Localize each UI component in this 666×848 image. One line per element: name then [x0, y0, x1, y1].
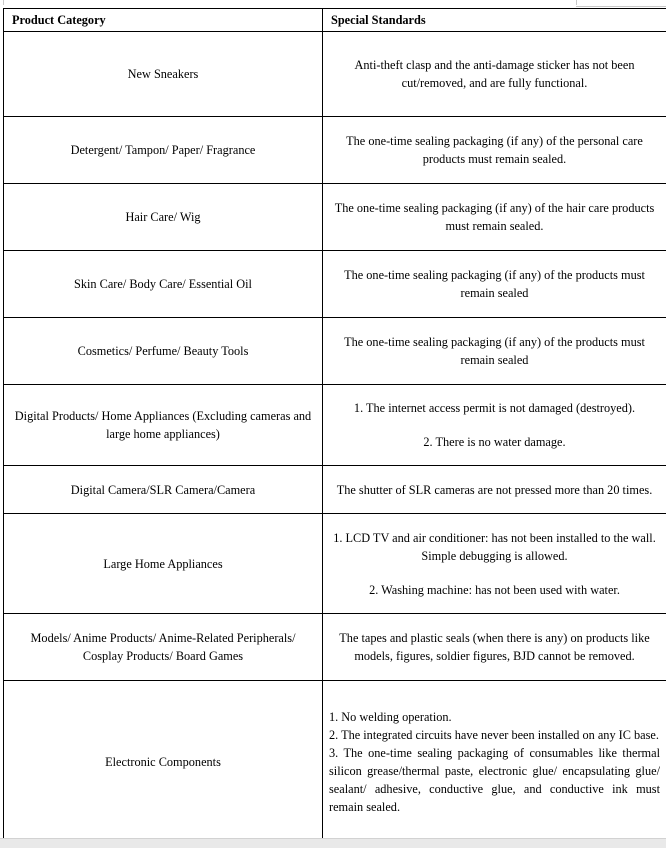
return-standards-table [3, 8, 666, 843]
standards-cell [323, 681, 666, 843]
standard-text: 1. No welding operation. [329, 709, 452, 724]
standards-cell [323, 514, 666, 614]
category-cell: Hair Care/ Wig [4, 184, 323, 251]
standards-cell [323, 32, 666, 117]
standards-cell [323, 466, 666, 514]
table-row [4, 681, 666, 843]
table-row [4, 32, 666, 117]
page-top-edge [0, 0, 666, 8]
standard-text: The one-time sealing packaging (if any) of the hair care products must remain sealed. [334, 201, 655, 233]
header-special-standards: Special Standards [323, 9, 666, 32]
standards-cell [323, 184, 666, 251]
standards-cell [323, 318, 666, 385]
standard-text: The one-time sealing packaging (if any) of the products must remain sealed [344, 335, 645, 367]
category-cell: Electronic Components [4, 681, 323, 843]
standard-text: 2. The integrated circuits have never been installed on any IC base. [329, 727, 659, 742]
category-cell: Cosmetics/ Perfume/ Beauty Tools [4, 318, 323, 385]
top-edge-rule [576, 6, 666, 7]
standard-text: 2. Washing machine: has not been used with water. [369, 582, 620, 597]
standards-cell [323, 385, 666, 466]
category-cell: Large Home Appliances [4, 514, 323, 614]
standard-text: 1. The internet access permit is not damaged (destroyed). [353, 401, 636, 415]
standard-text: The one-time sealing packaging (if any) of the products must remain sealed [344, 268, 645, 300]
standard-text: The shutter of SLR cameras are not pressed more than 20 times. [336, 482, 653, 497]
table-row [4, 184, 666, 251]
category-cell: Models/ Anime Products/ Anime-Related Peripherals/ Cosplay Products/ Board Games [4, 614, 323, 681]
table-row [4, 251, 666, 318]
category-cell: Skin Care/ Body Care/ Essential Oil [4, 251, 323, 318]
table-row [4, 614, 666, 681]
standard-text: The tapes and plastic seals (when there is any) on products like models, figures, soldier figures, BJD cannot be removed. [339, 631, 650, 663]
category-cell: Digital Camera/SLR Camera/Camera [4, 466, 323, 514]
viewer-bottom-bar [0, 838, 666, 848]
table-row [4, 318, 666, 385]
standards-cell [323, 614, 666, 681]
standards-cell [323, 251, 666, 318]
standard-text: 3. The one-time sealing packaging of consumables like thermal silicon grease/thermal paste, electronic glue/ encapsulating glue/ sealant/ adhesive, conductive glue, and conductive ink must remain sealed. [329, 745, 660, 814]
standard-text: The one-time sealing packaging (if any) of the personal care products must remain sealed. [346, 134, 643, 166]
standard-text: Anti-theft clasp and the anti-damage sticker has not been cut/removed, and are fully functional. [354, 58, 635, 90]
header-product-category: Product Category [4, 9, 323, 32]
table-row [4, 466, 666, 514]
category-cell: Digital Products/ Home Appliances (Excluding cameras and large home appliances) [4, 385, 323, 466]
top-edge-tick [3, 0, 4, 5]
table-row [4, 514, 666, 614]
standard-text: 1. LCD TV and air conditioner: has not been installed to the wall. Simple debugging is allowed. [333, 530, 656, 563]
table-header-row [4, 9, 666, 32]
category-cell: Detergent/ Tampon/ Paper/ Fragrance [4, 117, 323, 184]
category-cell: New Sneakers [4, 32, 323, 117]
table-row [4, 117, 666, 184]
standards-cell [323, 117, 666, 184]
top-edge-tick [576, 0, 577, 5]
table-row [4, 385, 666, 466]
standard-text: 2. There is no water damage. [423, 435, 566, 449]
